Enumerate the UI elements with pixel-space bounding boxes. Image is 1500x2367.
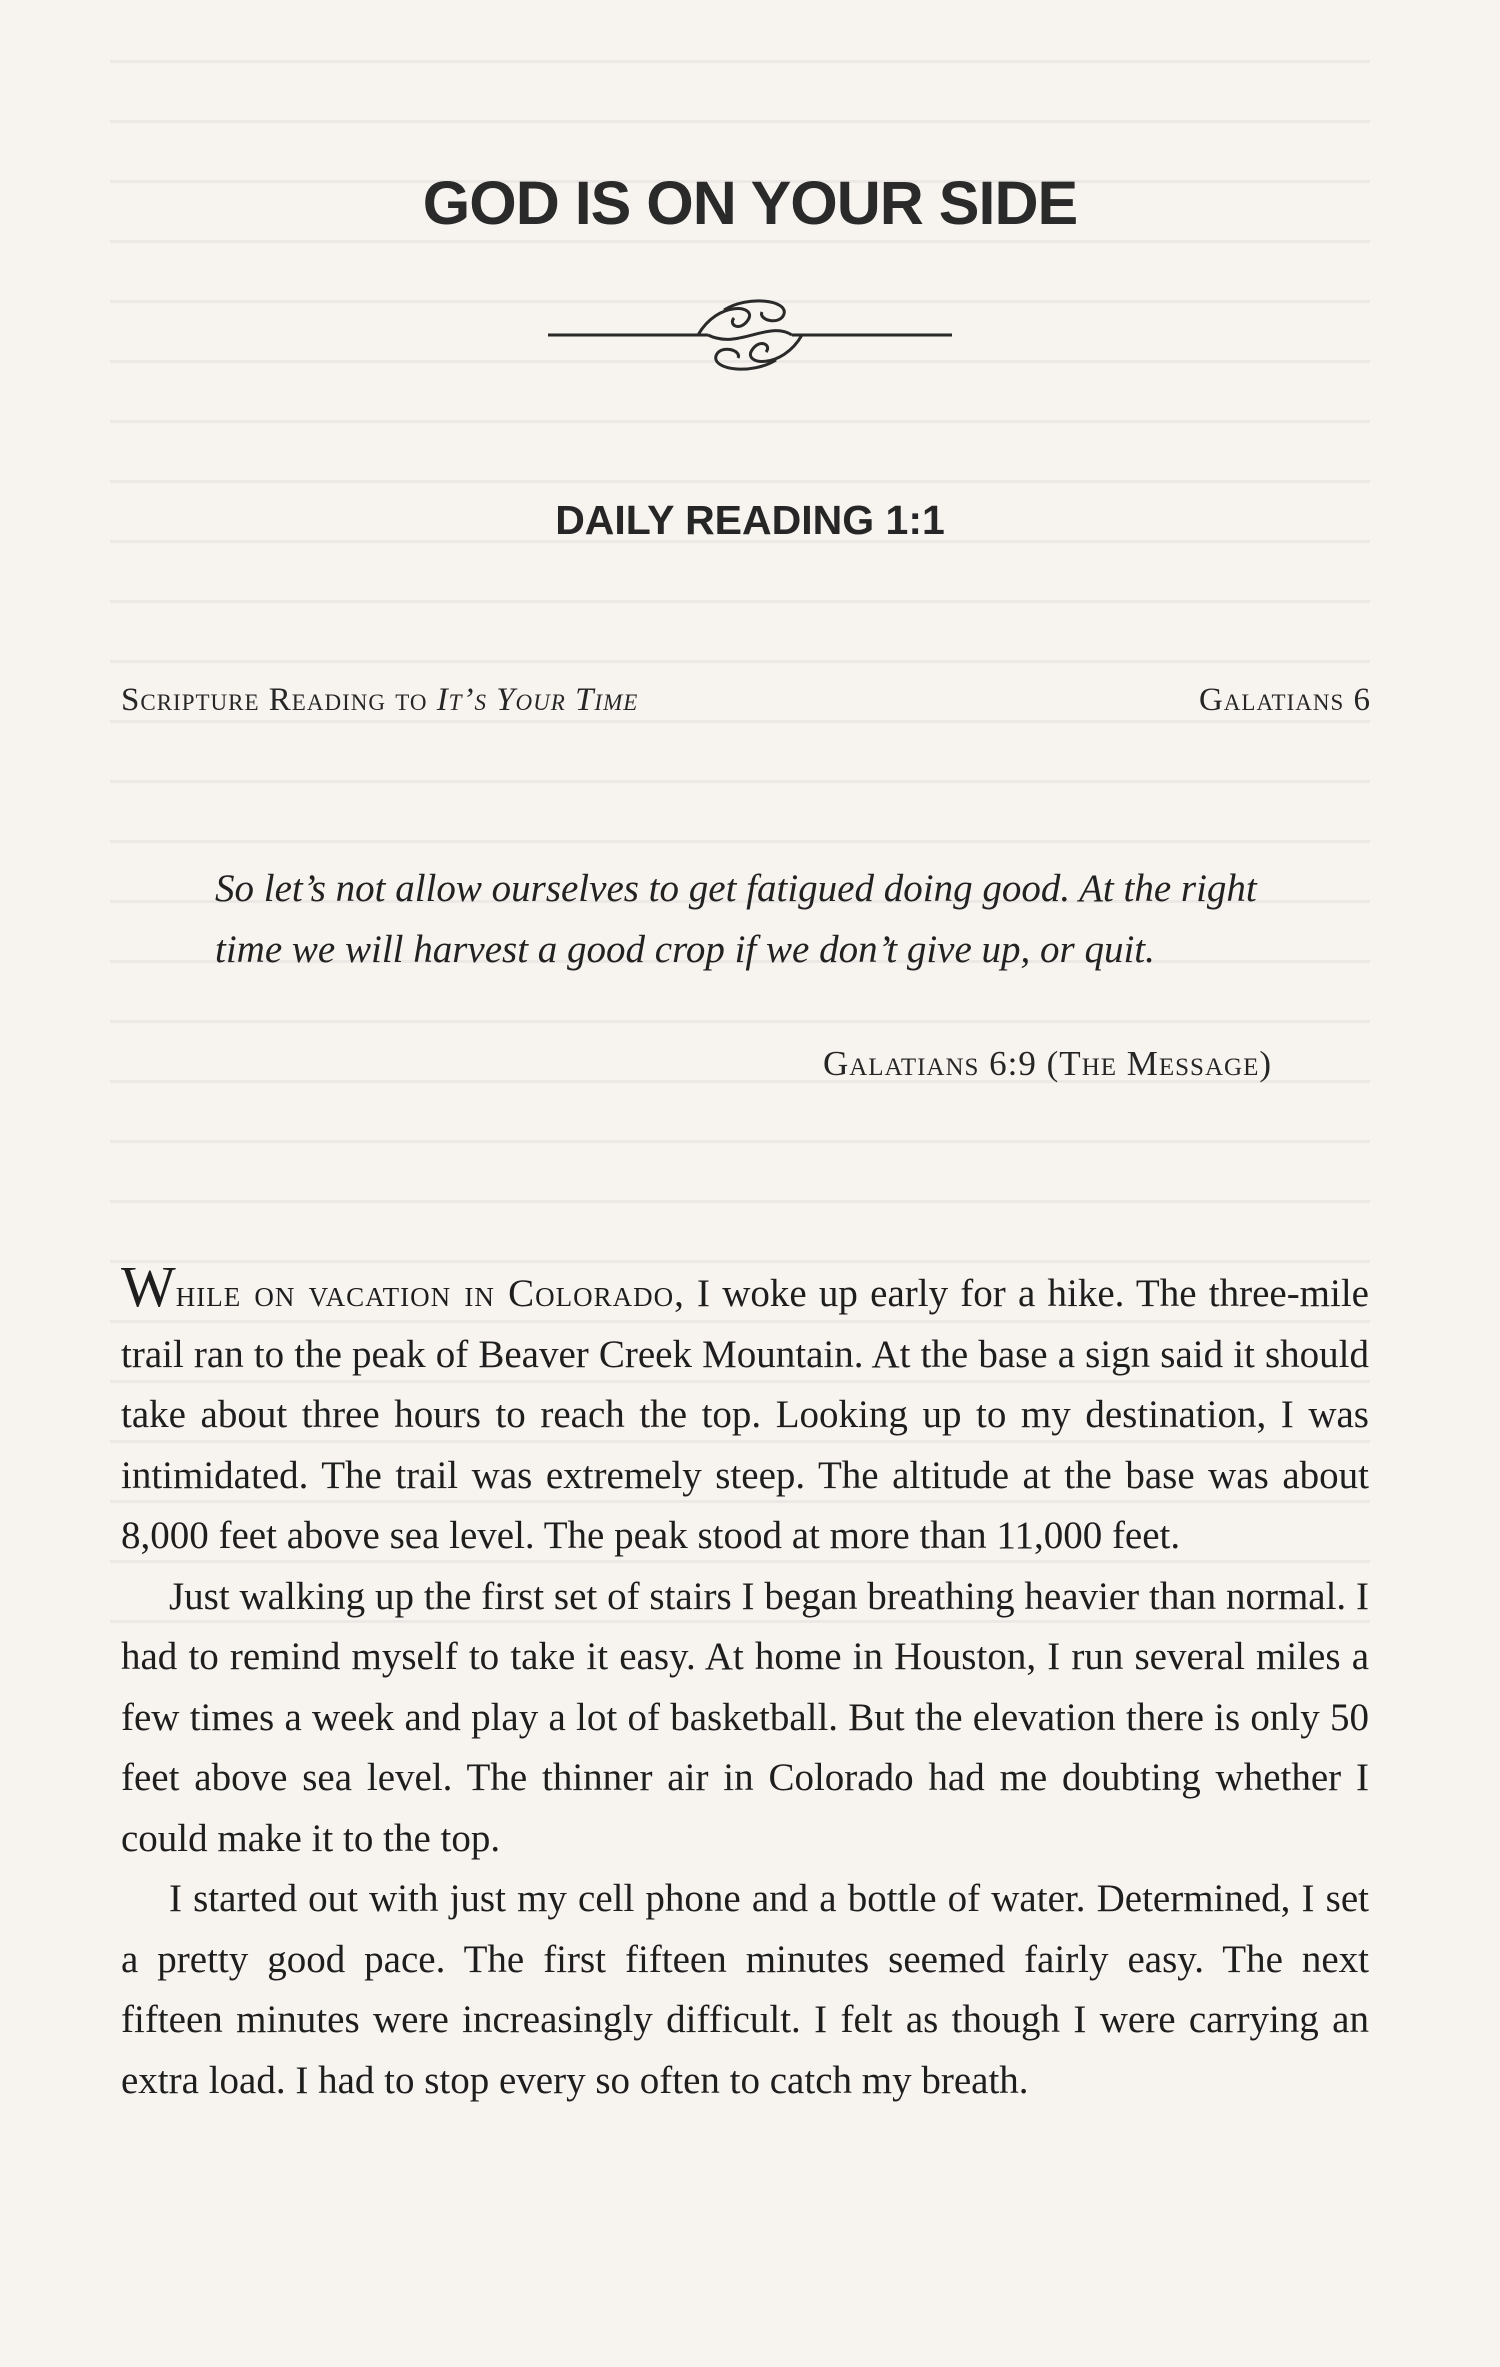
verse-citation: Galatians 6:9 (The Message) xyxy=(822,1044,1272,1083)
paragraph: Just walking up the first set of stairs I began breathing heavier than normal. I had to remind myself to take it easy. At home in Houston, I run several miles a few times a week and play a lot of basketball. But the elevation there is only 50 feet above sea level. The thinner air in Colorado had me doubting whether I could make it to the top. xyxy=(121,1574,1369,1860)
body-text xyxy=(121,1254,1369,2111)
flourish-divider-icon xyxy=(548,290,952,380)
chapter-title: GOD IS ON YOUR SIDE xyxy=(422,169,1078,237)
paragraph xyxy=(121,1254,1369,1567)
daily-reading-heading: DAILY READING 1:1 xyxy=(555,497,945,543)
scripture-reading-prefix: Scripture Reading to xyxy=(121,682,428,718)
paragraph-1-text: I woke up early for a hike. The three-mile trail ran to the peak of Beaver Creek Mountain. At the base a sign said it should take about three hours to reach the top. Looking up to my destination, I was intimidated. The trail was extremely steep. The altitude at the base was about 8,000 feet above sea level. The peak stood at more than 11,000 feet. xyxy=(121,1272,1369,1557)
book-title: It’s Your Time xyxy=(436,682,639,718)
scripture-reading-label xyxy=(121,682,638,719)
drop-cap: W xyxy=(121,1254,176,1319)
lead-in-small-caps: hile on vacation in Colorado, xyxy=(175,1272,685,1315)
key-verse: So let’s not allow ourselves to get fatigued doing good. At the right time we will harvest a good crop if we don’t give up, or quit. xyxy=(215,867,1257,971)
scripture-reference: Galatians 6 xyxy=(1198,682,1371,718)
scripture-reading-line xyxy=(121,682,1371,719)
paragraph: I started out with just my cell phone and a bottle of water. Determined, I set a pretty good pace. The first fifteen minutes seemed fairly easy. The next fifteen minutes were increasingly difficult. I felt as though I were carrying an extra load. I had to stop every so often to catch my breath. xyxy=(121,1877,1369,2102)
